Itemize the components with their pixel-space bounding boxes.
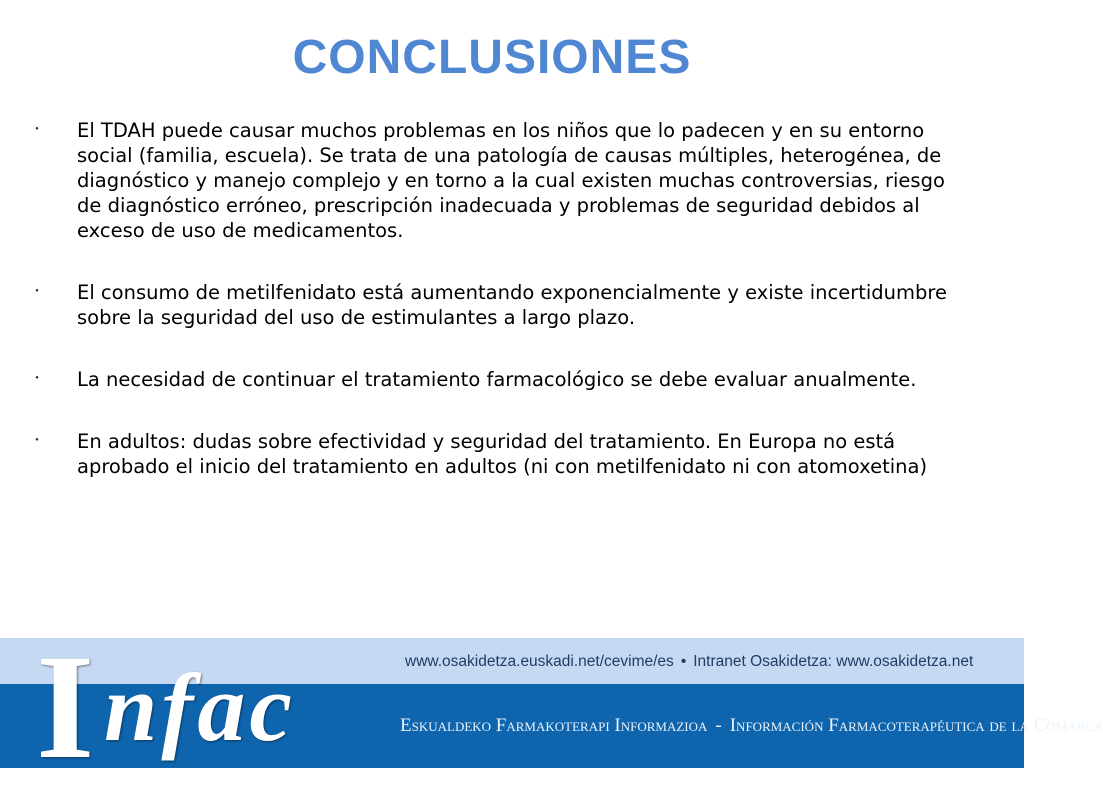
bullet-text: El consumo de metilfenidato está aumentando exponencialmente y existe incertidumbre sobre la seguridad del uso de estimulantes a largo plazo. bbox=[77, 281, 947, 329]
bullet-text: La necesidad de continuar el tratamiento farmacológico se debe evaluar anualmente. bbox=[77, 368, 917, 391]
bullet-text: El TDAH puede causar muchos problemas en los niños que lo padecen y en su entorno social (familia, escuela). Se trata de una patología de causas múltiples, heterogénea, de diagnóstico y manejo complejo y en torno a la cual existen muchas controversias, riesgo de diagnóstico erróneo, prescripción inadecuada y problemas de seguridad debidos al exceso de uso de medicamentos. bbox=[77, 119, 945, 242]
bullet-list bbox=[30, 118, 950, 479]
logo-text: nfac bbox=[104, 654, 296, 761]
subtitle-spanish: Información Farmacoterapéutica de la Comarca bbox=[729, 715, 1103, 736]
bullet-item bbox=[30, 367, 950, 392]
footer-links bbox=[405, 653, 973, 671]
footer-banner bbox=[0, 624, 1103, 790]
footer-separator: • bbox=[680, 653, 687, 670]
footer-subtitle bbox=[400, 715, 1103, 737]
cevime-link[interactable]: www.osakidetza.euskadi.net/cevime/es bbox=[405, 653, 674, 670]
infac-logo bbox=[36, 624, 346, 790]
bullet-icon: ・ bbox=[30, 371, 44, 387]
bullet-item bbox=[30, 118, 950, 243]
bullet-item bbox=[30, 280, 950, 330]
intranet-link[interactable]: Intranet Osakidetza: www.osakidetza.net bbox=[693, 653, 974, 670]
bullet-icon: ・ bbox=[30, 284, 44, 300]
logo-initial: I bbox=[36, 624, 95, 790]
bullet-icon: ・ bbox=[30, 122, 44, 138]
bullet-text: En adultos: dudas sobre efectividad y seguridad del tratamiento. En Europa no está aprobado el inicio del tratamiento en adultos (ni con metilfenidato ni con atomoxetina) bbox=[77, 430, 928, 478]
subtitle-basque: Eskualdeko Farmakoterapi Informazioa bbox=[400, 715, 708, 736]
bullet-item bbox=[30, 429, 950, 479]
bullet-icon: ・ bbox=[30, 433, 44, 449]
slide-title: CONCLUSIONES bbox=[292, 31, 692, 84]
subtitle-separator: - bbox=[715, 715, 722, 736]
